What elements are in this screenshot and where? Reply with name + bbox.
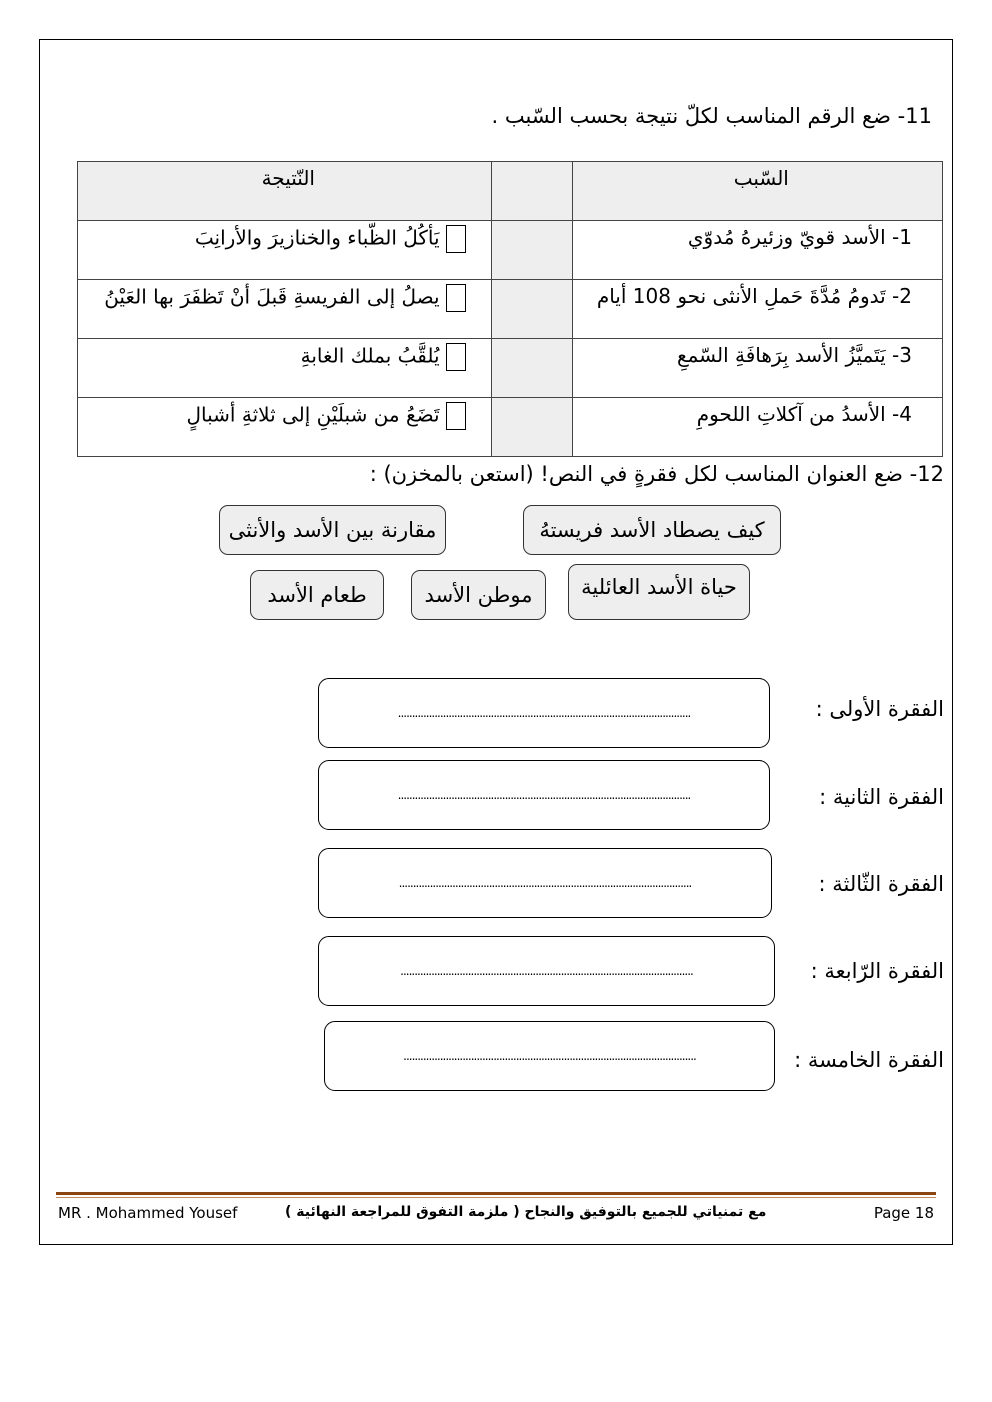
title-bank-item[interactable]: موطن الأسد	[411, 570, 546, 620]
question-12-title: 12- ضع العنوان المناسب لكل فقرةٍ في النص! (استعن بالمخزن) :	[369, 462, 944, 486]
title-bank-item[interactable]: كيف يصطاد الأسد فريستهُ	[523, 505, 781, 555]
answer-field[interactable]: ........................................................................................................	[324, 1021, 775, 1091]
answer-field[interactable]: ........................................................................................................	[318, 848, 772, 918]
result-text: يُلقَّبُ بملك الغابةِ	[300, 343, 440, 368]
table-row	[78, 280, 943, 339]
header-cause: السّبب	[572, 162, 942, 221]
table-row	[78, 221, 943, 280]
cause-cell: 4- الأسدُ من آكلاتِ اللحومِ	[572, 398, 942, 457]
paragraph-label: الفقرة الرّابعة :	[810, 959, 944, 983]
paragraph-label: الفقرة الثانية :	[819, 785, 944, 809]
header-result: النّتيجة	[78, 162, 492, 221]
page-number: Page 18	[873, 1204, 934, 1222]
answer-field[interactable]: ........................................................................................................	[318, 678, 770, 748]
result-text: يصلُ إلى الفريسةِ قَبلَ أنْ تَظفَرَ بها العَيْنُ	[104, 284, 440, 309]
answer-checkbox[interactable]	[446, 225, 466, 253]
answer-checkbox[interactable]	[446, 343, 466, 371]
paragraph-label: الفقرة الأولى :	[815, 697, 944, 721]
footer-divider	[56, 1192, 936, 1195]
cause-cell: 1- الأسد قويّ وزئيرهُ مُدوّي	[572, 221, 942, 280]
answer-checkbox[interactable]	[446, 402, 466, 430]
cause-cell: 3- يَتَميَّزُ الأسد بِرَهافَةِ السّمعِ	[572, 339, 942, 398]
answer-field[interactable]: ........................................................................................................	[318, 936, 775, 1006]
footer-author: MR . Mohammed Yousef	[58, 1204, 238, 1222]
title-bank-item[interactable]: طعام الأسد	[250, 570, 384, 620]
result-text: تَضَعُ من شبلَيْنِ إلى ثلاثةِ أشبالٍ	[186, 402, 440, 427]
question-11-title: 11- ضع الرقم المناسب لكلّ نتيجة بحسب السّبب .	[491, 104, 932, 128]
table-row	[78, 339, 943, 398]
footer-slogan: مع تمنياتي للجميع بالتوفيق والنجاح ( ملزمة التفوق للمراجعة النهائية )	[285, 1204, 767, 1220]
table-row	[78, 398, 943, 457]
result-text: يَأكُلُ الظّباء والخنازيرَ والأرانِبَ	[194, 225, 440, 250]
paragraph-label: الفقرة الثّالثة :	[818, 872, 944, 896]
title-bank-item[interactable]: حياة الأسد العائلية	[568, 564, 750, 620]
paragraph-label: الفقرة الخامسة :	[794, 1048, 944, 1072]
title-bank-item[interactable]: مقارنة بين الأسد والأنثى	[219, 505, 446, 555]
answer-field[interactable]: ........................................................................................................	[318, 760, 770, 830]
cause-result-table	[77, 161, 943, 457]
answer-checkbox[interactable]	[446, 284, 466, 312]
cause-cell: 2- تَدومُ مُدَّةَ حَملِ الأنثى نحو 108 أيام	[572, 280, 942, 339]
